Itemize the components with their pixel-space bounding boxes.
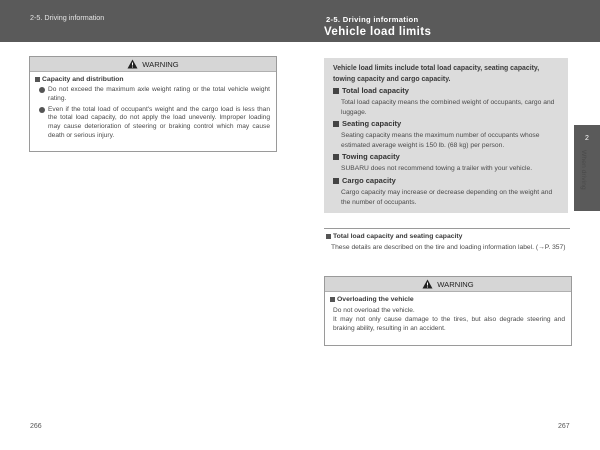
warning-heading-text: Capacity and distribution — [42, 76, 124, 83]
total-load-body — [331, 243, 570, 253]
load-limits-panel — [324, 58, 568, 213]
square-bullet-icon — [326, 234, 331, 239]
section-title-cargo — [333, 176, 396, 185]
square-bullet-icon — [333, 154, 339, 160]
section-title-seating — [333, 119, 401, 128]
bullet-dot-icon — [39, 107, 45, 113]
square-bullet-icon — [333, 88, 339, 94]
section-title-text: Towing capacity — [342, 152, 400, 161]
warning-label: WARNING — [142, 59, 179, 69]
intro-text: Vehicle load limits include total load capacity, seating capacity, towing capacity and cargo capacity. — [333, 65, 540, 83]
section-title-towing — [333, 152, 400, 161]
section-body: Cargo capacity may increase or decrease depending on the weight and the number of occupants. — [341, 189, 553, 206]
section-divider — [324, 228, 570, 229]
right-warning-box — [324, 276, 572, 346]
left-breadcrumb: 2-5. Driving information — [30, 13, 105, 22]
warning-triangle-icon — [127, 59, 138, 69]
square-bullet-icon — [330, 297, 335, 302]
warning-header — [325, 277, 571, 292]
warning-triangle-icon — [422, 279, 433, 289]
warning-line: It may not only cause damage to the tires, but also degrade steering and braking ability, resulting in an accident. — [333, 315, 565, 332]
bullet-text: Even if the total load of occupant's weight and the cargo load is less than the total load capacity, do not apply the load unevenly. Improper loading may cause deterioration of steering or braking control which may cause death or serious injury. — [48, 105, 270, 139]
section-body: Seating capacity means the maximum number of occupants whose estimated average weight is 150 lb. (68 kg) per person. — [341, 132, 540, 149]
page-title: Vehicle load limits — [324, 26, 432, 38]
right-page-number: 267 — [558, 423, 570, 430]
bullet-dot-icon — [39, 87, 45, 93]
left-page-number: 266 — [30, 423, 42, 430]
warning-heading-text: Overloading the vehicle — [337, 296, 414, 303]
list-item — [35, 86, 270, 104]
page-reference-link[interactable]: →P. 357 — [538, 244, 564, 251]
right-breadcrumb: 2-5. Driving information — [326, 15, 419, 24]
square-bullet-icon — [333, 121, 339, 127]
total-load-text: These details are described on the tire and loading information label. ( — [331, 244, 539, 251]
warning-heading — [35, 76, 270, 83]
header-bar — [0, 0, 600, 42]
square-bullet-icon — [35, 77, 40, 82]
section-title-text: Seating capacity — [342, 119, 402, 128]
list-item — [35, 106, 270, 141]
section-title-text: Cargo capacity — [342, 176, 396, 185]
left-warning-box — [29, 56, 277, 152]
warning-header — [30, 57, 276, 72]
total-load-heading — [326, 233, 462, 240]
total-load-text-end: ) — [563, 244, 566, 251]
warning-label: WARNING — [437, 279, 474, 289]
total-load-heading-text: Total load capacity and seating capacity — [333, 233, 463, 240]
section-title-total-load — [333, 86, 409, 95]
chapter-number: 2 — [585, 135, 589, 142]
section-body: Total load capacity means the combined weight of occupants, cargo and luggage. — [341, 99, 555, 116]
section-title-text: Total load capacity — [342, 86, 409, 95]
square-bullet-icon — [333, 178, 339, 184]
warning-line: Do not overload the vehicle. — [333, 307, 415, 314]
chapter-label: When driving — [580, 150, 587, 190]
bullet-text: Do not exceed the maximum axle weight rating or the total vehicle weight rating. — [48, 86, 270, 102]
chapter-tab[interactable] — [574, 125, 600, 211]
section-body: SUBARU does not recommend towing a trailer with your vehicle. — [341, 165, 533, 172]
warning-heading — [330, 296, 565, 303]
